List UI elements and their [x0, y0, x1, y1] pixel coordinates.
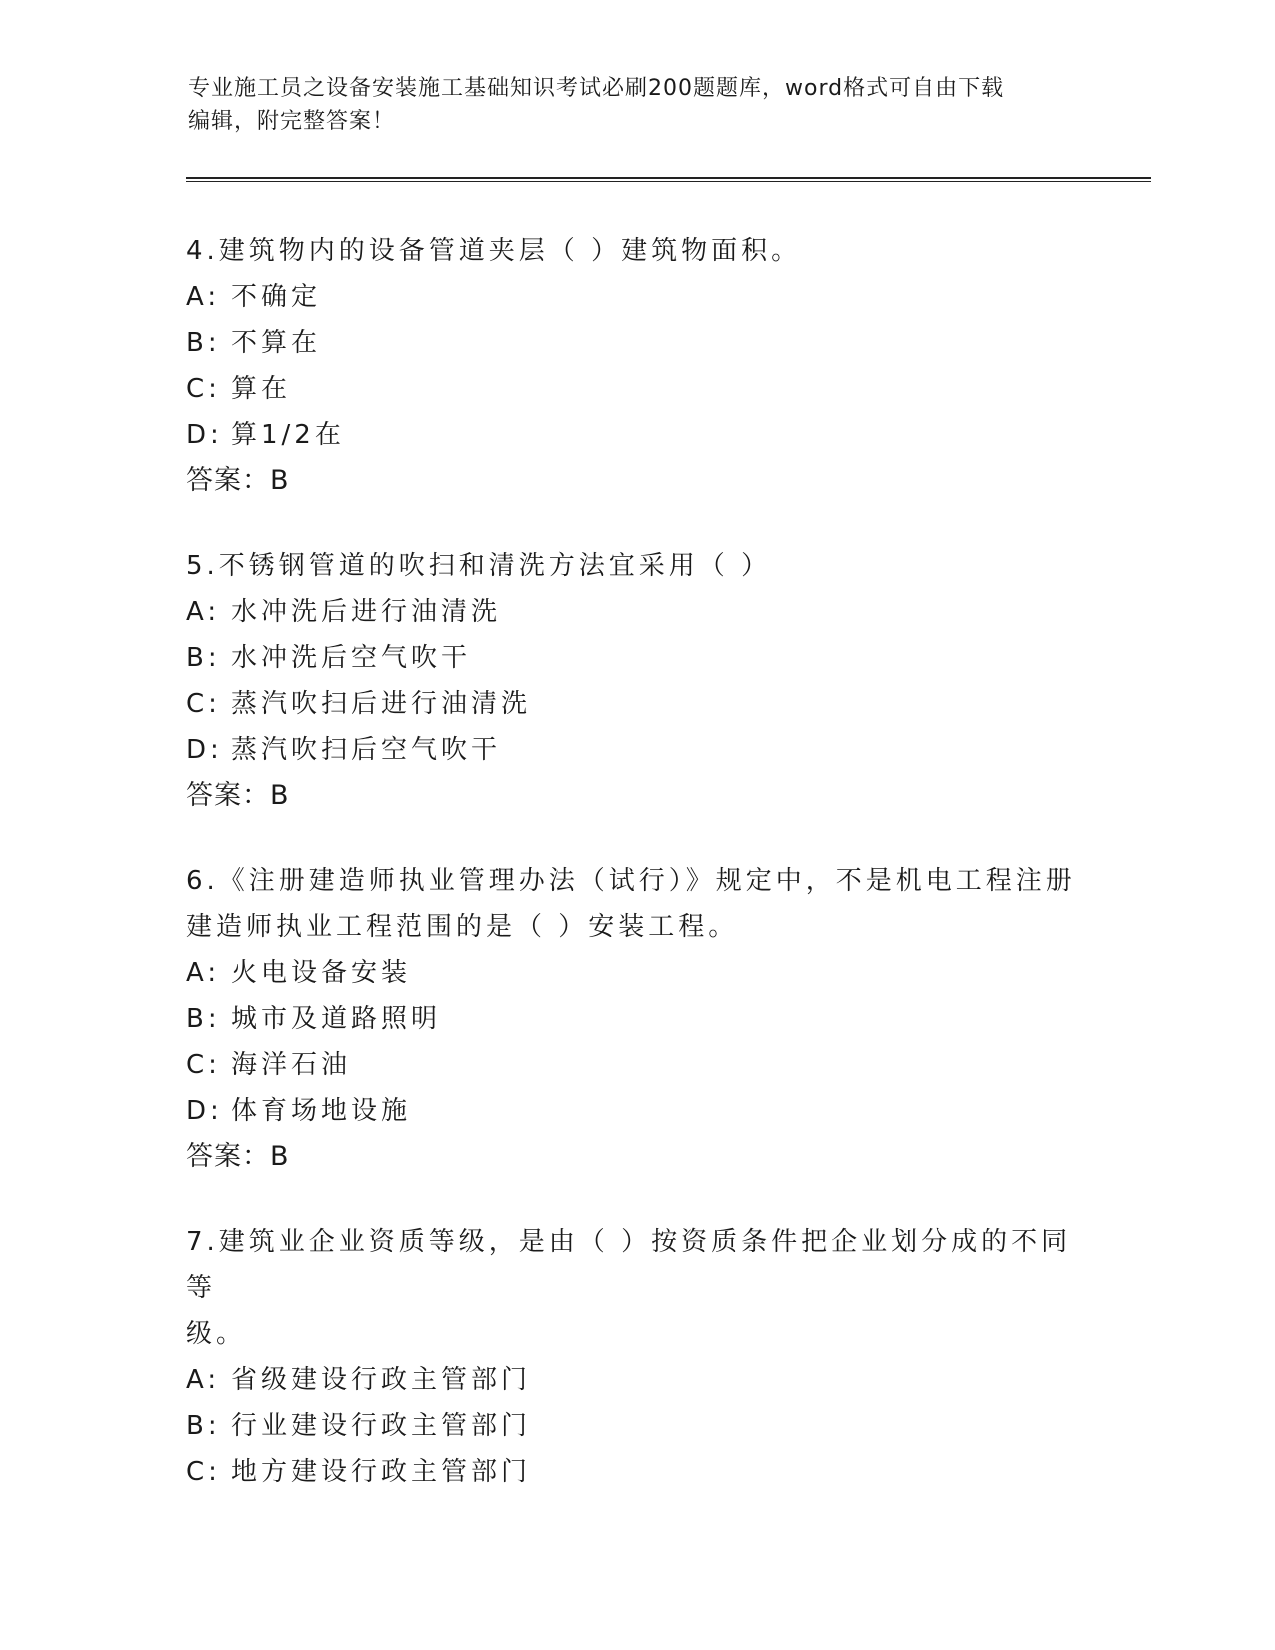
- option-text: 算在: [231, 374, 292, 404]
- option-letter: C:: [186, 374, 221, 404]
- option-letter: A:: [186, 597, 221, 627]
- option-b: [186, 635, 1086, 681]
- option-c: [186, 681, 1086, 727]
- option-text: 不算在: [231, 328, 322, 358]
- document-header: [188, 72, 1078, 138]
- option-text: 蒸汽吹扫后空气吹干: [231, 735, 502, 765]
- option-letter: A:: [186, 958, 221, 988]
- option-letter: C:: [186, 689, 221, 719]
- question-5: [186, 543, 1086, 819]
- option-text: 蒸汽吹扫后进行油清洗: [231, 689, 532, 719]
- option-d: [186, 412, 1086, 458]
- header-line-1: 专业施工员之设备安装施工基础知识考试必刷200题题库，word格式可自由下载: [188, 76, 1005, 101]
- option-letter: D:: [186, 1096, 223, 1126]
- option-letter: B:: [186, 1004, 221, 1034]
- option-a: [186, 589, 1086, 635]
- option-letter: B:: [186, 328, 221, 358]
- question-stem-line-1: 6.《注册建造师执业管理办法（试行）》规定中，不是机电工程注册: [186, 866, 1076, 896]
- option-a: [186, 950, 1086, 996]
- option-a: [186, 1357, 1086, 1403]
- question-stem: 5.不锈钢管道的吹扫和清洗方法宜采用（ ）: [186, 551, 772, 581]
- option-text: 省级建设行政主管部门: [231, 1365, 532, 1395]
- option-d: [186, 1088, 1086, 1134]
- option-letter: B:: [186, 643, 221, 673]
- option-text: 地方建设行政主管部门: [231, 1457, 532, 1487]
- option-c: [186, 366, 1086, 412]
- question-stem: 4.建筑物内的设备管道夹层（ ）建筑物面积。: [186, 236, 802, 266]
- option-text: 水冲洗后空气吹干: [231, 643, 472, 673]
- option-d: [186, 727, 1086, 773]
- option-text: 体育场地设施: [231, 1096, 412, 1126]
- option-letter: A:: [186, 282, 221, 312]
- option-letter: C:: [186, 1050, 221, 1080]
- option-b: [186, 1403, 1086, 1449]
- option-text: 水冲洗后进行油清洗: [231, 597, 502, 627]
- option-c: [186, 1449, 1086, 1495]
- header-divider-thin: [186, 181, 1151, 182]
- option-text: 算1/2在: [231, 420, 345, 450]
- question-7: [186, 1219, 1086, 1495]
- option-letter: B:: [186, 1411, 221, 1441]
- option-text: 城市及道路照明: [231, 1004, 442, 1034]
- option-a: [186, 274, 1086, 320]
- answer-line: 答案：B: [186, 1141, 290, 1172]
- answer-line: 答案：B: [186, 780, 290, 811]
- question-4: [186, 228, 1086, 504]
- option-text: 行业建设行政主管部门: [231, 1411, 532, 1441]
- header-divider-thick: [186, 177, 1151, 179]
- option-text: 不确定: [231, 282, 322, 312]
- option-c: [186, 1042, 1086, 1088]
- question-6: [186, 858, 1086, 1180]
- question-stem-line-1: 7.建筑业企业资质等级，是由（ ）按资质条件把企业划分成的不同等: [186, 1227, 1072, 1303]
- option-text: 海洋石油: [231, 1050, 352, 1080]
- answer-line: 答案：B: [186, 465, 290, 496]
- option-letter: C:: [186, 1457, 221, 1487]
- option-letter: D:: [186, 735, 223, 765]
- option-b: [186, 996, 1086, 1042]
- option-text: 火电设备安装: [231, 958, 412, 988]
- option-b: [186, 320, 1086, 366]
- header-line-2: 编辑，附完整答案！: [188, 109, 396, 134]
- option-letter: A:: [186, 1365, 221, 1395]
- question-stem-line-2: 级。: [186, 1319, 247, 1349]
- option-letter: D:: [186, 420, 223, 450]
- question-stem-line-2: 建造师执业工程范围的是（ ）安装工程。: [186, 912, 739, 942]
